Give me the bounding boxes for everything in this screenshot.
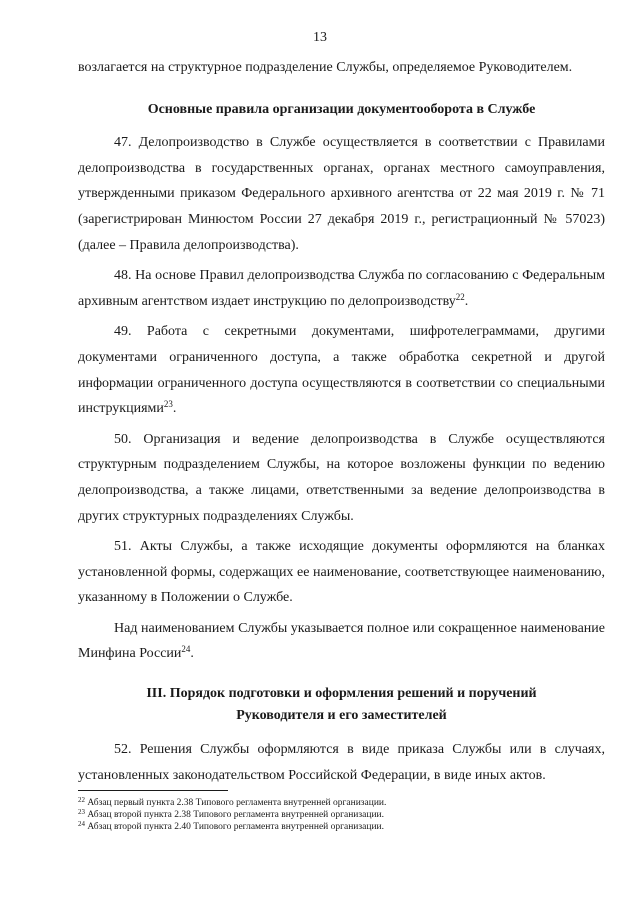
chapter-heading-line2: Руководителя и его заместителей <box>236 708 447 724</box>
footnote-23 <box>78 809 605 821</box>
footnote-text: Абзац второй пункта 2.40 Типового регламента внутренней организации. <box>85 822 384 832</box>
footnote-22 <box>78 797 605 809</box>
footnotes <box>78 790 605 833</box>
paragraph-51b-end: . <box>190 646 194 662</box>
footnote-divider <box>78 790 228 791</box>
footnote-ref-23[interactable]: 23 <box>163 399 173 410</box>
paragraph-49-text: 49. Работа с секретными документами, шифротелеграммами, другими документами ограниченного доступа, а также обработка секретной и другой информации ограниченного доступа осуществляются в соответствии со специальными инструкциями <box>78 324 605 417</box>
footnote-text: Абзац второй пункта 2.38 Типового регламента внутренней организации. <box>85 810 384 820</box>
footnote-ref-22[interactable]: 22 <box>455 291 465 302</box>
paragraph-intro: возлагается на структурное подразделение Службы, определяемое Руководителем. <box>78 60 573 75</box>
footnote-text: Абзац первый пункта 2.38 Типового регламента внутренней организации. <box>85 798 387 808</box>
paragraph-51: 51. Акты Службы, а также исходящие документы оформляются на бланках установленной формы, содержащих ее наименование, соответствующее наименованию, указанному в Положении о Службе. <box>78 539 605 606</box>
footnote-number: 23 <box>78 808 85 816</box>
chapter-heading-line1: III. Порядок подготовки и оформления решений и поручений <box>146 686 537 702</box>
paragraph-48 <box>78 263 605 314</box>
paragraph-49 <box>78 319 605 421</box>
paragraph-49-end: . <box>172 401 177 417</box>
page-number: 13 <box>313 30 327 45</box>
paragraph-52: 52. Решения Службы оформляются в виде приказа Службы или в случаях, установленных законодательством Российской Федерации, в виде иных актов. <box>78 742 605 783</box>
paragraph-48-end: . <box>464 293 469 309</box>
chapter-heading <box>78 683 605 727</box>
page-body <box>78 55 605 788</box>
paragraph-48-text: 48. На основе Правил делопроизводства Служба по согласованию с Федеральным архивным агентством издает инструкцию по делопроизводству <box>78 268 605 309</box>
paragraph-50: 50. Организация и ведение делопроизводства в Службе осуществляются структурным подразделением Службы, на которое возложены функции по ведению делопроизводства, а также лицами, ответственными за ведение делопроизводства в других структурных подразделениях Службы. <box>78 431 605 524</box>
footnote-number: 22 <box>78 796 85 804</box>
footnote-number: 24 <box>78 820 85 828</box>
paragraph-47: 47. Делопроизводство в Службе осуществляется в соответствии с Правилами делопроизводства в государственных органах, органах местного самоуправления, утвержденными приказом Федерального архивного агентства от 22 мая 2019 г. № 71 (зарегистрирован Минюстом России 27 декабря 2019 г., регистрационный № 57023) (далее – Правила делопроизводства). <box>78 135 605 253</box>
footnote-24 <box>78 821 605 833</box>
footnote-ref-24[interactable]: 24 <box>181 644 191 655</box>
section-heading: Основные правила организации документооборота в Службе <box>147 101 536 117</box>
paragraph-51b <box>78 616 605 667</box>
paragraph-51b-text: Над наименованием Службы указывается полное или сокращенное наименование Минфина России <box>78 620 605 662</box>
